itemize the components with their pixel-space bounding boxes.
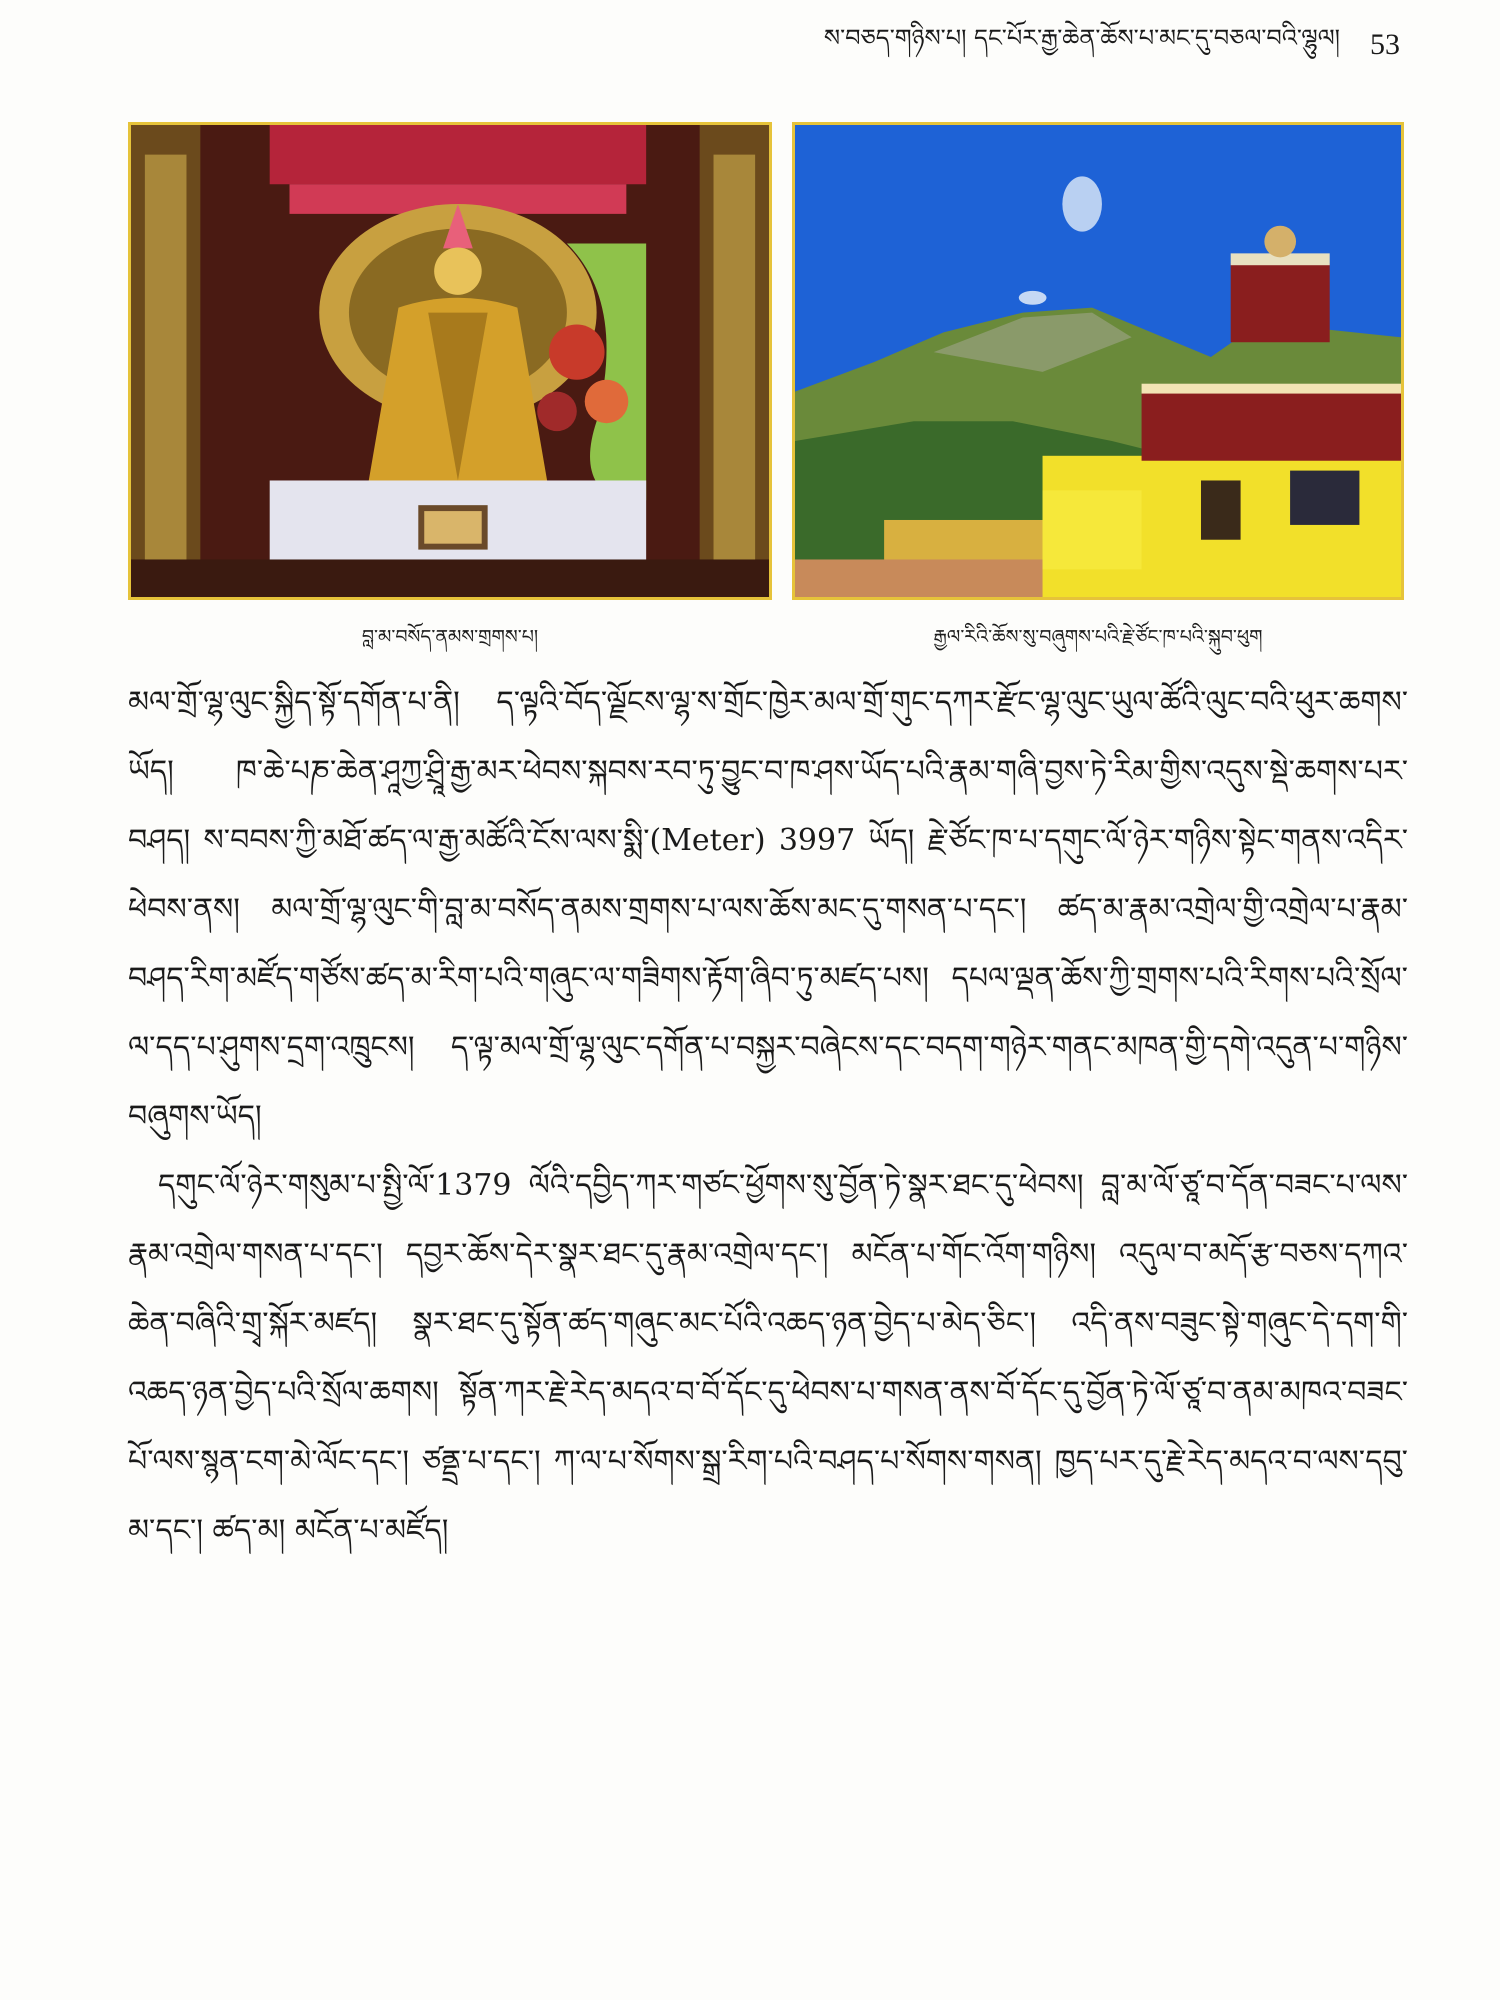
- statue-photo-illustration: [131, 125, 769, 597]
- page-number: 53: [1370, 28, 1400, 61]
- running-title: ས་བཅད་གཉིས་པ། དང་པོར་རྒྱ་ཆེན་ཆོས་པ་མང་དུ་བཅལ་བའི་ལྷུལ།: [823, 23, 1340, 52]
- paragraph: དགུང་ལོ་ཉེར་གསུམ་པ་སྤྱི་ལོ་1379 ལོའི་དབྱིད་ཀར་གཙང་ཕྱོགས་སུ་བྱོན་ཏེ་སྣར་ཐང་དུ་ཕེབས། བླ་མ་ལོ་ཙཱ་བ་དོན་བཟང་པ་ལས་རྣམ་འགྲེལ་གསན་པ་དང་། དབྱར་ཆོས་དེར་སྣར་ཐང་དུ་རྣམ་འགྲེལ་དང་། མངོན་པ་གོང་འོག་གཉིས། འདུལ་བ་མདོ་རྩ་བཅས་དཀའ་ཆེན་བཞིའི་གྲྭ་སྐོར་མཛད། སྣར་ཐང་དུ་སྟོན་ཚད་གཞུང་མང་པོའི་འཆད་ཉན་བྱེད་པ་མེད་ཅིང་། འདི་ནས་བཟུང་སྟེ་གཞུང་དེ་དག་གི་འཆད་ཉན་བྱེད་པའི་སྲོལ་ཆགས། སྟོན་ཀར་རྗེ་རེད་མདའ་བ་བོ་དོང་དུ་ཕེབས་པ་གསན་ནས་བོ་དོང་དུ་བྱོན་ཏེ་ལོ་ཙཱ་བ་ནམ་མཁའ་བཟང་པོ་ལས་སྙན་ངག་མེ་ལོང་དང་། ཙནྡྲ་པ་དང་། ཀ་ལ་པ་སོགས་སྒྲ་རིག་པའི་བཤད་པ་སོགས་གསན། ཁྱད་པར་དུ་རྗེ་རེད་མདའ་བ་ལས་དབུ་མ་དང་། ཚད་མ། མངོན་པ་མཛོད།: [128, 1168, 1408, 1548]
- figure-caption-left: བླ་མ་བསོད་ནམས་གྲགས་པ།: [361, 626, 539, 648]
- body-text: [128, 668, 1408, 1565]
- figure-caption-right: རྒྱལ་རིའི་ཆོས་སུ་བཞུགས་པའི་རྗེ་ཙོང་ཁ་པའི་སྐུབ་ཕུག: [933, 626, 1263, 648]
- statue-photo: [128, 122, 772, 600]
- monastery-photo-illustration: [795, 125, 1401, 597]
- page-header: [0, 20, 1400, 70]
- monastery-photo: [792, 122, 1404, 600]
- paragraph: མལ་གྲོ་ལྷ་ལུང་སྐྱིད་སྟོ་དགོན་པ་ནི། ད་ལྟའི་བོད་ལྗོངས་ལྷ་ས་གྲོང་ཁྱེར་མལ་གྲོ་གུང་དཀར་རྫོང་ལྷ་ལུང་ཡུལ་ཚོའི་ལུང་བའི་ཕུར་ཆགས་ཡོད། ཁ་ཆེ་པཎ་ཆེན་ཤཱཀྱ་ཤྲཱི་རྒྱ་མར་ཕེབས་སྐབས་རབ་ཏུ་བྱུང་བ་ཁ་ཤས་ཡོད་པའི་རྣམ་གཞི་བྱས་ཏེ་རིམ་གྱིས་འདུས་སྡེ་ཆགས་པར་བཤད། ས་བབས་ཀྱི་མཐོ་ཚད་ལ་རྒྱ་མཚོའི་ངོས་ལས་སྨི་(Meter) 3997 ཡོད། རྗེ་ཙོང་ཁ་པ་དགུང་ལོ་ཉེར་གཉིས་སྟེང་གནས་འདིར་ཕེབས་ནས། མལ་གྲོ་ལྷ་ལུང་གི་བླ་མ་བསོད་ནམས་གྲགས་པ་ལས་ཆོས་མང་དུ་གསན་པ་དང་། ཚད་མ་རྣམ་འགྲེལ་གྱི་འགྲེལ་པ་རྣམ་བཤད་རིག་མཛོད་གཙོས་ཚད་མ་རིག་པའི་གཞུང་ལ་གཟིགས་རྟོག་ཞིབ་ཏུ་མཛད་པས། དཔལ་ལྡན་ཆོས་ཀྱི་གྲགས་པའི་རིགས་པའི་སྲོལ་ལ་དད་པ་ཤུགས་དྲག་འཁྲུངས། ད་ལྟ་མལ་གྲོ་ལྷ་ལུང་དགོན་པ་བསྐྱར་བཞེངས་དང་བདག་གཉེར་གནང་མཁན་གྱི་དགེ་འདུན་པ་གཉིས་བཞུགས་ཡོད།: [128, 685, 1408, 1134]
